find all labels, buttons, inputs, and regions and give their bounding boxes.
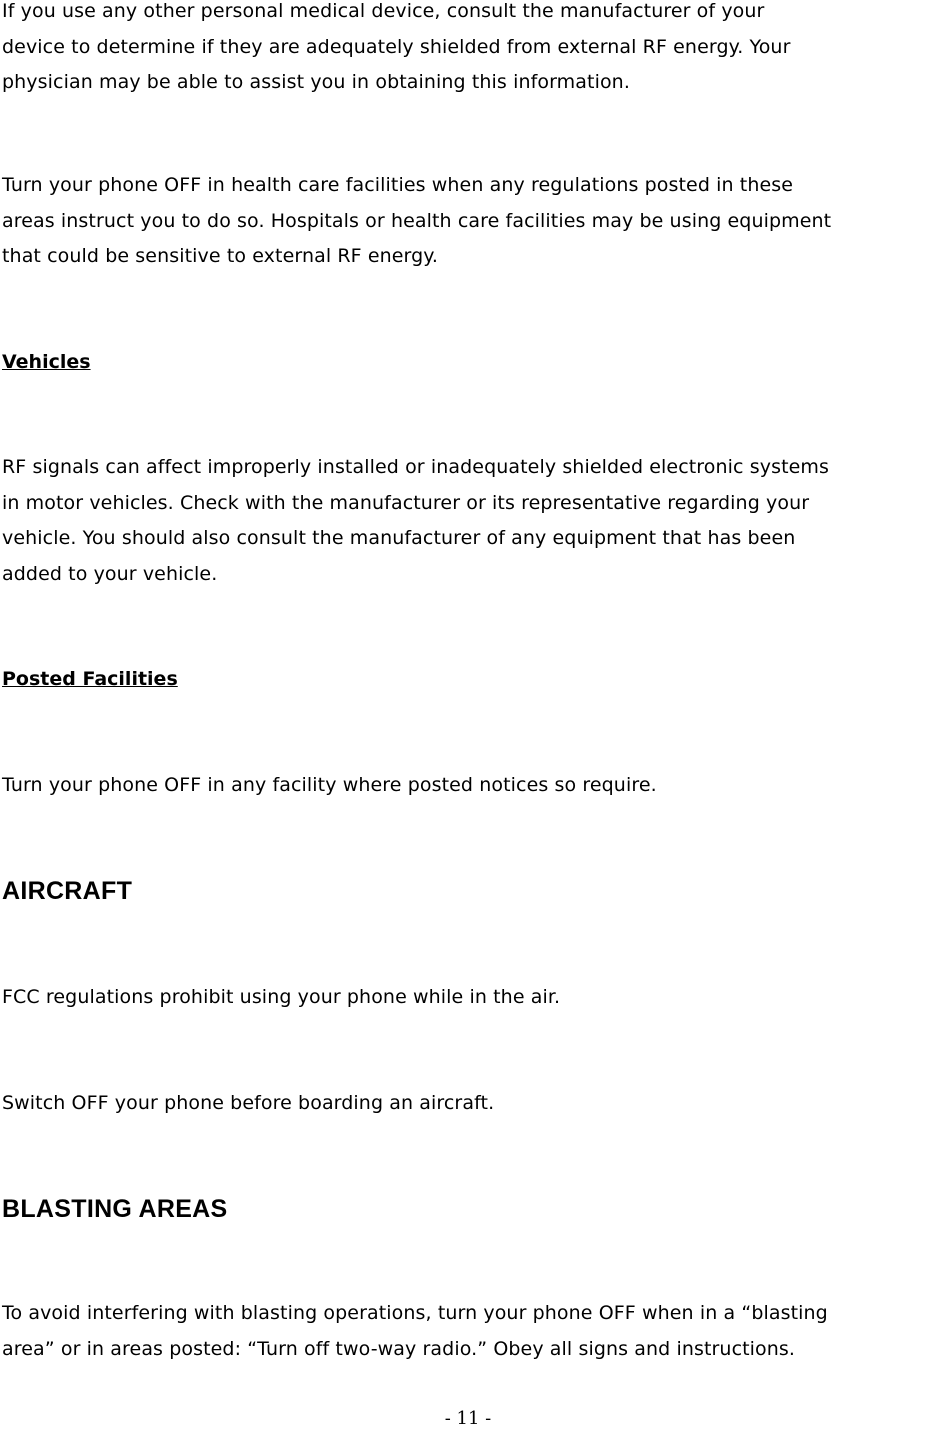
text-line: area” or in areas posted: “Turn off two-way radio.” Obey all signs and instructions. bbox=[2, 1337, 796, 1360]
subheading-vehicles: Vehicles bbox=[2, 351, 91, 373]
text-line: Turn your phone OFF in health care facilities when any regulations posted in these bbox=[2, 174, 794, 196]
text-line: FCC regulations prohibit using your phone while in the air. bbox=[2, 986, 561, 1008]
text-line: If you use any other personal medical device, consult the manufacturer of your bbox=[2, 0, 765, 22]
text-line: in motor vehicles. Check with the manufacturer or its representative regarding your bbox=[2, 491, 810, 514]
paragraph-blasting bbox=[2, 1296, 936, 1367]
paragraph-medical-device bbox=[2, 0, 936, 101]
paragraph-posted-facilities bbox=[2, 768, 936, 804]
paragraph-aircraft-switch-off bbox=[2, 1086, 936, 1122]
text-line: vehicle. You should also consult the manufacturer of any equipment that has been bbox=[2, 527, 796, 549]
text-line: device to determine if they are adequately shielded from external RF energy. Your bbox=[2, 35, 791, 58]
text-line: Switch OFF your phone before boarding an aircraft. bbox=[2, 1092, 495, 1114]
page-number: - 11 - bbox=[444, 1408, 492, 1429]
paragraph-health-care bbox=[2, 168, 936, 275]
text-line: areas instruct you to do so. Hospitals or health care facilities may be using equipment bbox=[2, 209, 832, 232]
text-line: RF signals can affect improperly installed or inadequately shielded electronic systems bbox=[2, 456, 830, 478]
section-heading-aircraft: AIRCRAFT bbox=[2, 877, 133, 905]
text-line: To avoid interfering with blasting operations, turn your phone OFF when in a “blasting bbox=[2, 1302, 828, 1324]
subheading-posted-facilities: Posted Facilities bbox=[2, 668, 178, 690]
text-line: that could be sensitive to external RF energy. bbox=[2, 245, 439, 267]
paragraph-vehicles bbox=[2, 450, 936, 592]
section-heading-blasting-areas: BLASTING AREAS bbox=[2, 1195, 228, 1223]
text-line: Turn your phone OFF in any facility where posted notices so require. bbox=[2, 774, 657, 796]
text-line: physician may be able to assist you in obtaining this information. bbox=[2, 71, 630, 93]
text-line: added to your vehicle. bbox=[2, 562, 218, 585]
paragraph-aircraft-fcc bbox=[2, 980, 936, 1016]
